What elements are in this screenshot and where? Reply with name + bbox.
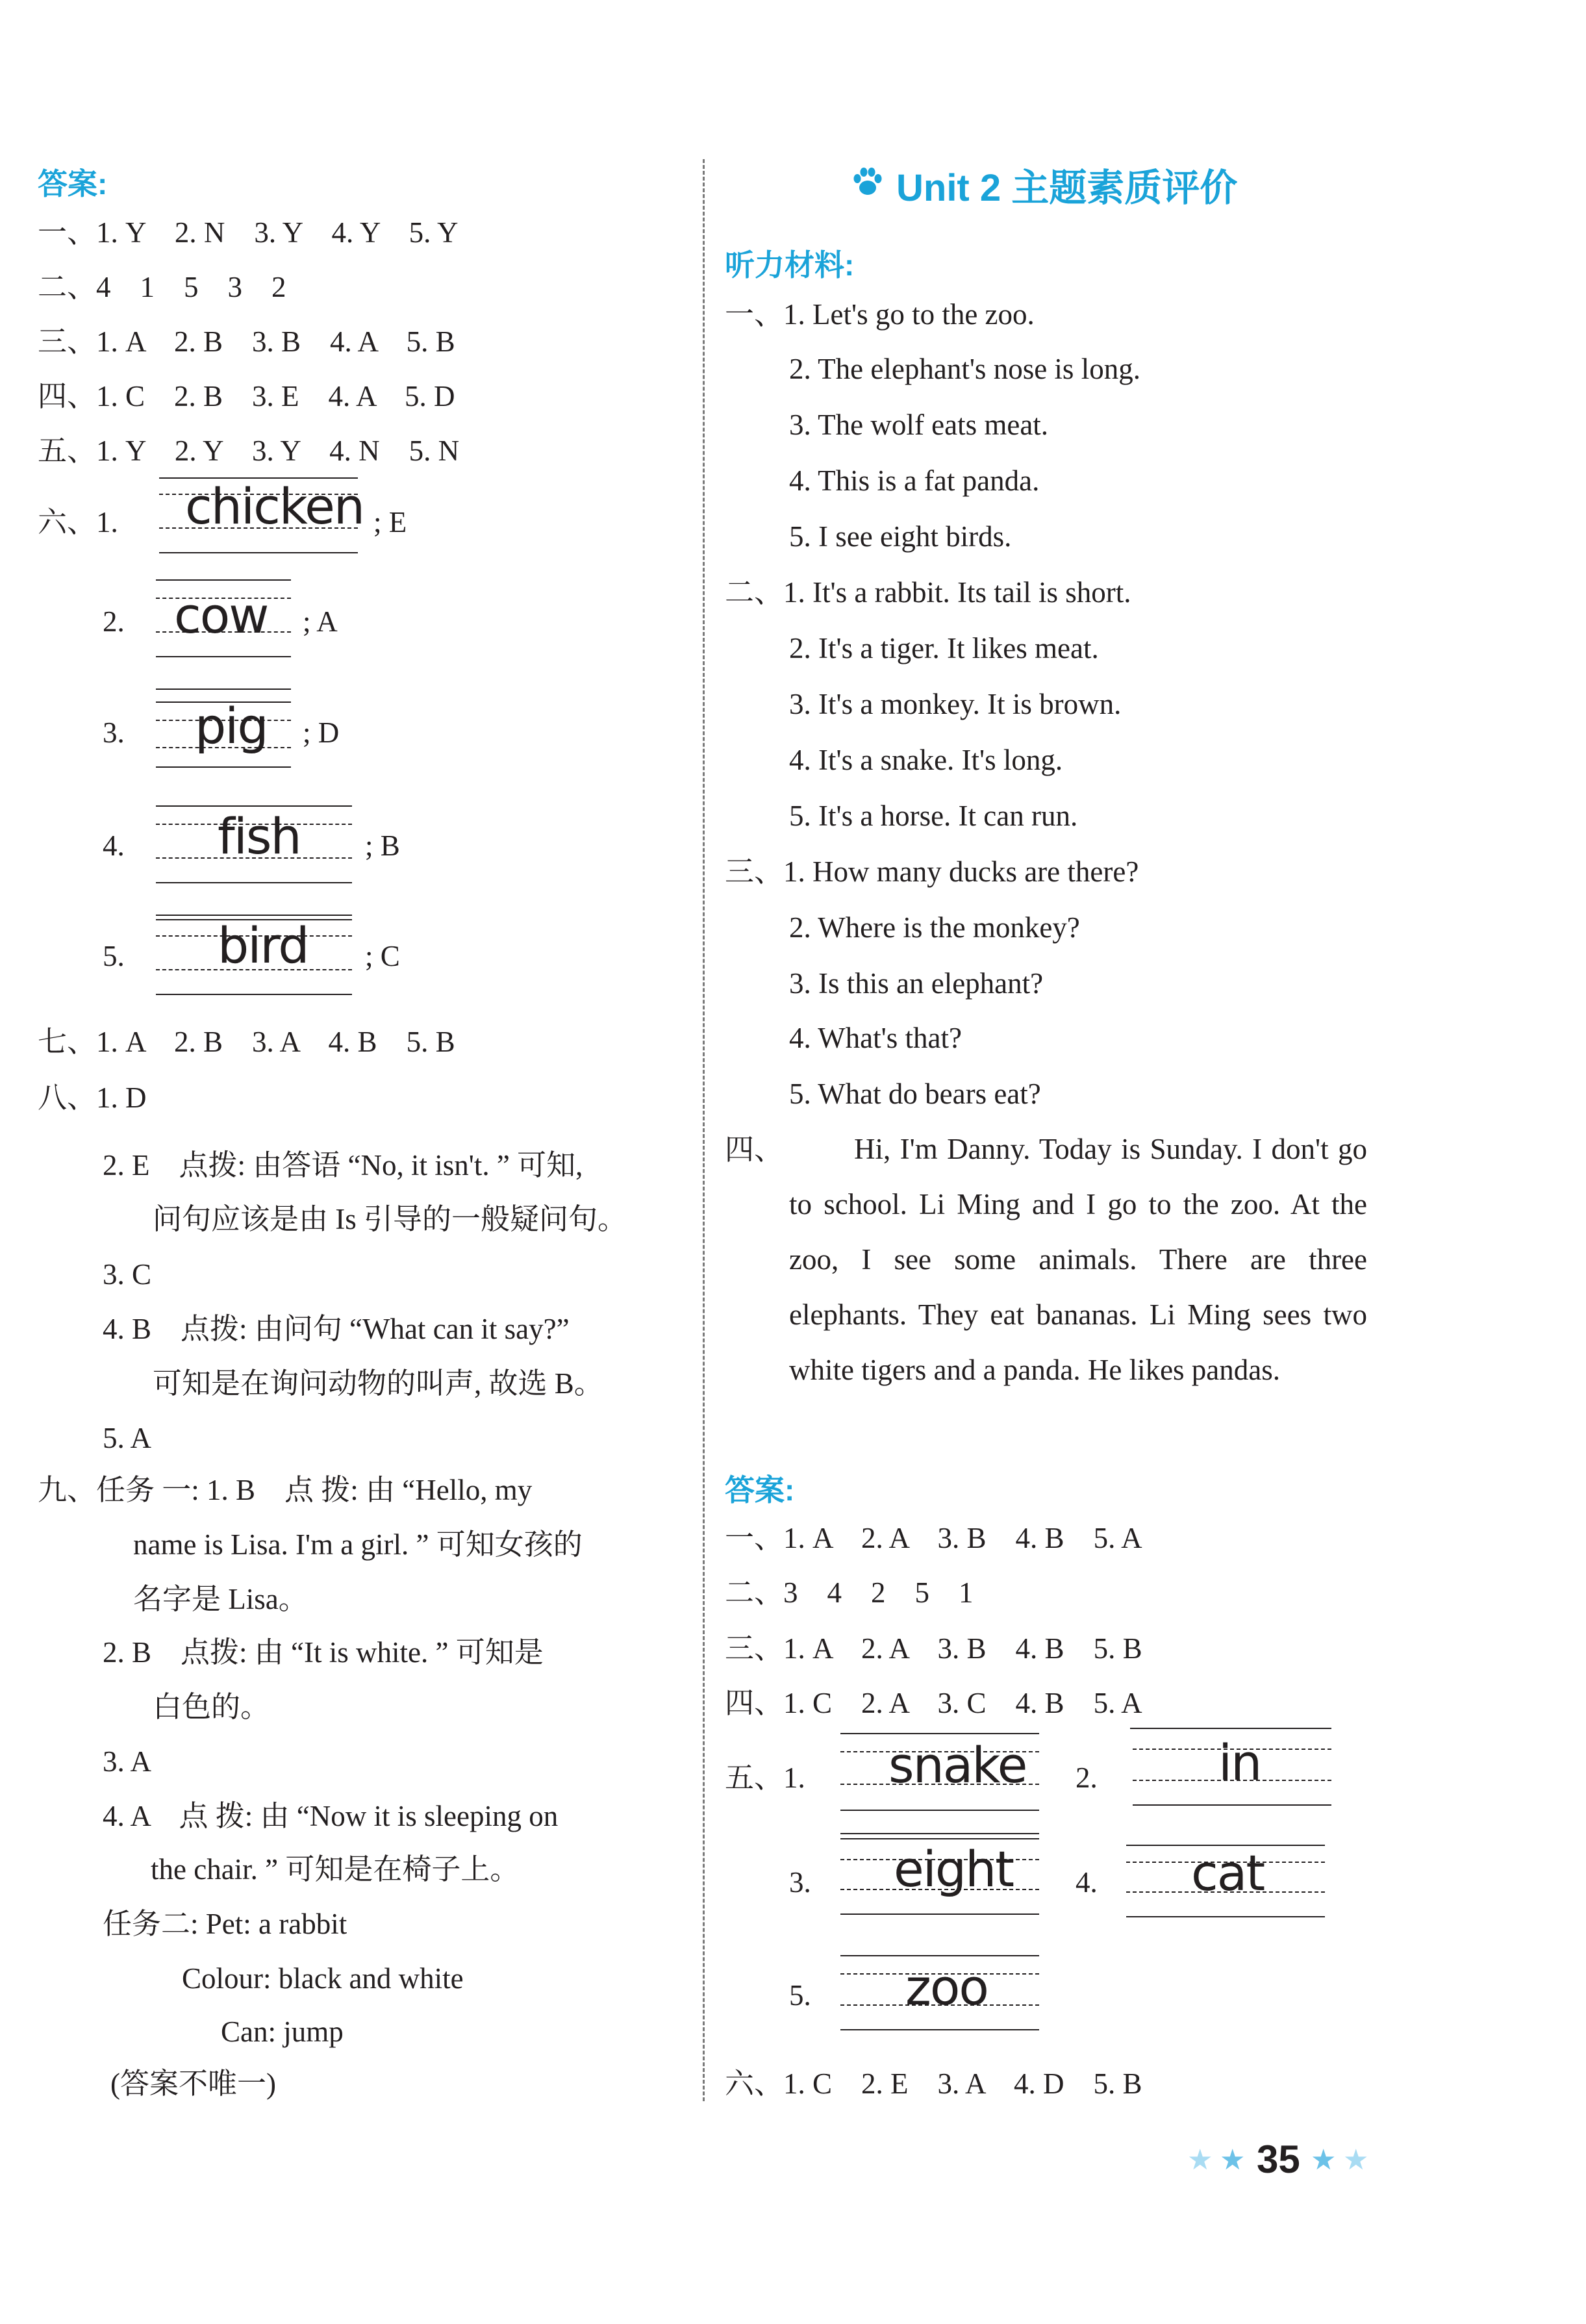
row-number: 4.	[103, 829, 125, 862]
s2-line-3: 3. It's a monkey. It is brown.	[789, 688, 1122, 720]
handwritten-word: cow	[174, 587, 268, 644]
answer-letter: ; E	[373, 506, 407, 538]
handwritten-word: bird	[218, 916, 308, 974]
listening-heading: 听力材料:	[725, 248, 855, 282]
s3-line-1: 三、1. How many ducks are there?	[725, 855, 1139, 888]
handwritten-word: snake	[888, 1736, 1027, 1794]
section9-line-8: the chair. ” 可知是在椅子上。	[151, 1853, 520, 1886]
s1-line-2: 2. The elephant's nose is long.	[789, 353, 1140, 385]
r-answer-line-3: 三、1. A 2. A 3. B 4. B 5. B	[725, 1632, 1142, 1665]
section9-line-5: 白色的。	[153, 1691, 270, 1723]
section9-line-1: 九、任务 一: 1. B 点 拨: 由 “Hello, my	[38, 1474, 533, 1506]
s3-line-2: 2. Where is the monkey?	[789, 911, 1080, 944]
row-number: 2.	[103, 605, 125, 638]
section9-line-6: 3. A	[103, 1745, 152, 1778]
handwritten-word: eight	[894, 1840, 1014, 1898]
r-answer-line-2: 二、3 4 2 5 1	[725, 1576, 974, 1609]
answer-line-3: 三、1. A 2. B 3. B 4. A 5. B	[38, 325, 455, 358]
s1-line-1: 一、1. Let's go to the zoo.	[725, 298, 1035, 331]
r-answer-line-6: 六、1. C 2. E 3. A 4. D 5. B	[725, 2067, 1142, 2100]
answer-line-7: 七、1. A 2. B 3. A 4. B 5. B	[38, 1026, 455, 1058]
r-answer-line-4: 四、1. C 2. A 3. C 4. B 5. A	[725, 1687, 1142, 1719]
section9-line-11: Can: jump	[221, 2015, 344, 2048]
star-icon: ★	[1220, 2143, 1246, 2177]
section8-q4b: 可知是在询问动物的叫声, 故选 B。	[153, 1367, 603, 1400]
star-icon: ★	[1187, 2143, 1213, 2177]
section8-q2b: 问句应该是由 Is 引导的一般疑问句。	[153, 1203, 627, 1235]
s1-line-3: 3. The wolf eats meat.	[789, 409, 1049, 441]
section8-q4a: 4. B 点拨: 由问句 “What can it say?”	[103, 1313, 570, 1345]
s4-passage: Hi, I'm Danny. Today is Sunday. I don't go to school. Li Ming and I go to the zoo. At the zoo, I see some animals. There are three elephants. They eat bananas. Li Ming sees two white tigers and a panda. He likes pandas.	[789, 1133, 1367, 1386]
page-number: 35	[1257, 2138, 1300, 2181]
answers-heading-right: 答案:	[725, 1473, 795, 1507]
answer-line-4: 四、1. C 2. B 3. E 4. A 5. D	[38, 380, 455, 412]
answer-line-5: 五、1. Y 2. Y 3. Y 4. N 5. N	[38, 435, 460, 467]
handwritten-word: cat	[1191, 1844, 1265, 1902]
r-answer-line-1: 一、1. A 2. A 3. B 4. B 5. A	[725, 1522, 1142, 1554]
row-number: 5.	[789, 1979, 811, 2012]
column-divider	[703, 159, 705, 2101]
row-number: 3.	[103, 716, 125, 749]
handwritten-word: zoo	[905, 1958, 988, 2016]
answer-letter: ; B	[365, 829, 400, 862]
answer-letter: ; C	[365, 940, 400, 972]
s1-line-5: 5. I see eight birds.	[789, 520, 1012, 553]
star-icon: ★	[1343, 2143, 1369, 2177]
s3-line-3: 3. Is this an elephant?	[789, 967, 1044, 1000]
section6-label: 六、1.	[38, 506, 118, 538]
paw-icon	[851, 166, 885, 199]
s3-line-5: 5. What do bears eat?	[789, 1078, 1041, 1110]
answer-letter: ; A	[303, 605, 338, 638]
row-number: 2.	[1076, 1762, 1098, 1794]
answers-heading: 答案:	[38, 167, 108, 201]
s2-line-1: 二、1. It's a rabbit. Its tail is short.	[725, 576, 1131, 609]
section8-line-1: 八、1. D	[38, 1081, 147, 1114]
section8-q3: 3. C	[103, 1258, 152, 1291]
answer-letter: ; D	[303, 716, 340, 749]
answer-line-2: 二、4 1 5 3 2	[38, 271, 286, 303]
s2-line-5: 5. It's a horse. It can run.	[789, 800, 1078, 832]
unit-title: Unit 2 主题素质评价	[896, 167, 1238, 209]
section9-line-3: 名字是 Lisa。	[133, 1583, 308, 1615]
section8-q5: 5. A	[103, 1422, 152, 1454]
section8-q2a: 2. E 点拨: 由答语 “No, it isn't. ” 可知,	[103, 1149, 583, 1181]
s1-line-4: 4. This is a fat panda.	[789, 464, 1040, 497]
section9-line-10: Colour: black and white	[182, 1962, 464, 1995]
row-number: 4.	[1076, 1866, 1098, 1899]
handwritten-word: chicken	[185, 477, 364, 535]
section9-line-7: 4. A 点 拨: 由 “Now it is sleeping on	[103, 1800, 559, 1832]
section9-line-2: name is Lisa. I'm a girl. ” 可知女孩的	[133, 1528, 583, 1561]
handwritten-word: pig	[195, 697, 268, 755]
answer-line-1: 一、1. Y 2. N 3. Y 4. Y 5. Y	[38, 216, 459, 249]
s3-line-4: 4. What's that?	[789, 1022, 962, 1054]
handwritten-word: fish	[218, 807, 301, 865]
section9-line-4: 2. B 点拨: 由 “It is white. ” 可知是	[103, 1636, 544, 1669]
row-number: 5.	[103, 940, 125, 972]
section9-note: (答案不唯一)	[110, 2067, 276, 2100]
s4-label: 四、	[725, 1133, 784, 1166]
star-icon: ★	[1311, 2143, 1337, 2177]
section9-line-9: 任务二: Pet: a rabbit	[103, 1908, 347, 1940]
s2-line-2: 2. It's a tiger. It likes meat.	[789, 632, 1099, 664]
s2-line-4: 4. It's a snake. It's long.	[789, 744, 1063, 776]
row-number: 3.	[789, 1866, 811, 1899]
r-section5-label: 五、1.	[725, 1762, 805, 1794]
handwritten-word: in	[1218, 1734, 1261, 1791]
